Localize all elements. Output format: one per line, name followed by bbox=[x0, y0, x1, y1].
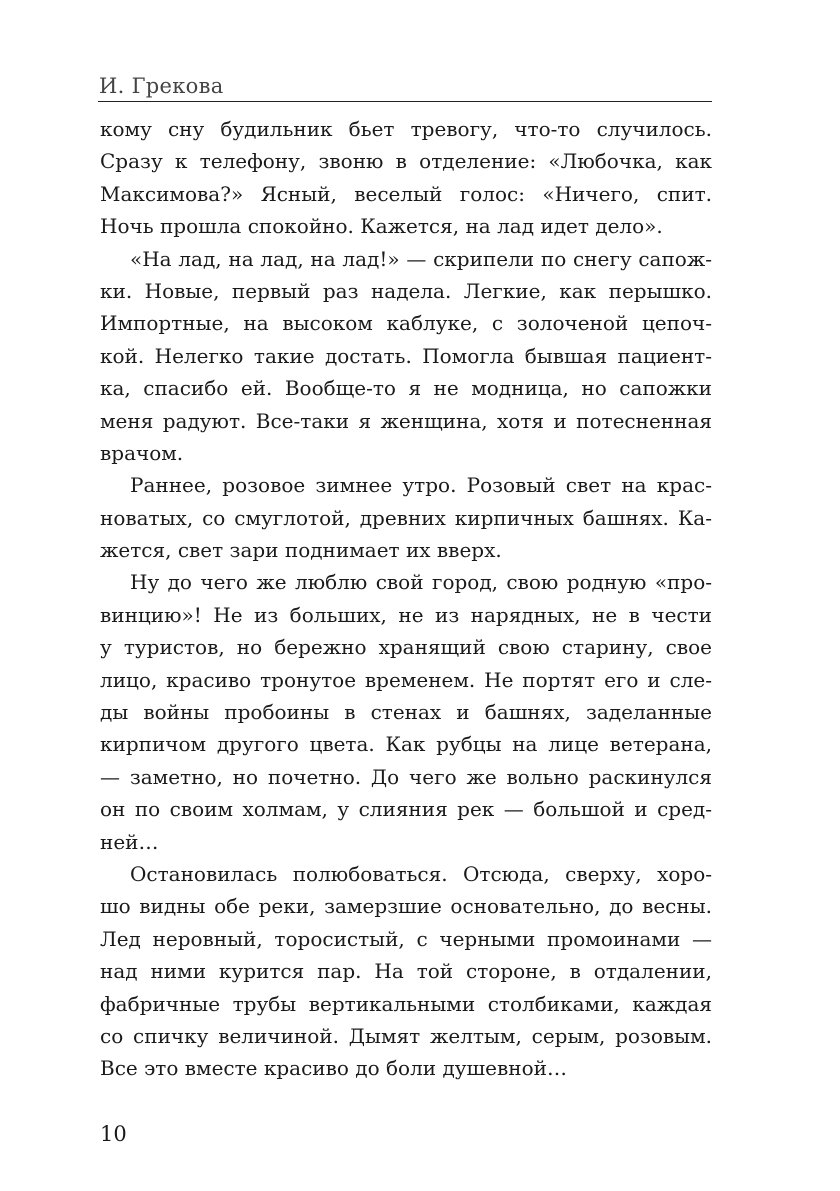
text-line: шо видны обе реки, замерзшие основательно, до весны. bbox=[100, 894, 712, 919]
text-line: жется, свет зари поднимает их вверх. bbox=[100, 538, 502, 563]
text-line: у туристов, но бережно хранящий свою старину, свое bbox=[100, 635, 712, 660]
text-line: Ночь прошла спокойно. Кажется, на лад идет дело». bbox=[100, 214, 663, 239]
text-line: ней… bbox=[100, 829, 159, 854]
text-line: — заметно, но почетно. До чего же вольно раскинулся bbox=[100, 764, 712, 789]
text-line: ды войны пробоины в стенах и башнях, заделанные bbox=[100, 700, 712, 725]
text-line: ки. Новые, первый раз надела. Легкие, как перышко. bbox=[100, 278, 712, 303]
text-line: новатых, со смуглотой, древних кирпичных башнях. Ка- bbox=[100, 505, 712, 530]
text-line: Максимова?» Ясный, веселый голос: «Ничего, спит. bbox=[100, 181, 712, 206]
text-line: Сразу к телефону, звоню в отделение: «Любочка, как bbox=[100, 149, 712, 174]
text-line: кой. Нелегко такие достать. Помогла бывшая пациент- bbox=[100, 343, 712, 368]
text-line: Остановилась полюбоваться. Отсюда, сверху, хоро- bbox=[130, 861, 712, 886]
text-line: «На лад, на лад, на лад!» — скрипели по снегу сапож- bbox=[130, 246, 712, 271]
text-line: Ну до чего же люблю свой город, свою родную «про- bbox=[130, 570, 712, 595]
text-line: кому сну будильник бьет тревогу, что-то случилось. bbox=[100, 117, 712, 141]
running-header-author: И. Грекова bbox=[99, 74, 224, 98]
text-line: Раннее, розовое зимнее утро. Розовый свет на крас- bbox=[130, 473, 712, 498]
text-line: Импортные, на высоком каблуке, с золоченой цепоч- bbox=[100, 311, 712, 336]
text-line: Все это вместе красиво до боли душевной… bbox=[100, 1056, 567, 1081]
text-line: кирпичом другого цвета. Как рубцы на лице ветерана, bbox=[100, 732, 712, 757]
text-line: со спичку величиной. Дымят желтым, серым, розовым. bbox=[100, 1023, 712, 1048]
text-line: ка, спасибо ей. Вообще-то я не модница, но сапожки bbox=[100, 376, 712, 401]
header-rule bbox=[98, 101, 712, 102]
text-line: лицо, красиво тронутое временем. Не портят его и сле- bbox=[100, 667, 712, 692]
text-line: Лед неровный, торосистый, с черными промоинами — bbox=[100, 926, 712, 951]
text-line: он по своим холмам, у слияния рек — большой и сред- bbox=[100, 797, 712, 822]
text-line: врачом. bbox=[100, 440, 184, 465]
text-line: меня радуют. Все-таки я женщина, хотя и потесненная bbox=[100, 408, 712, 433]
text-line: винцию»! Не из больших, не из нарядных, не в чести bbox=[100, 602, 712, 627]
text-line: фабричные трубы вертикальными столбиками, каждая bbox=[100, 991, 712, 1016]
text-line: над ними курится пар. На той стороне, в отдалении, bbox=[100, 959, 712, 984]
body-text bbox=[100, 113, 712, 1085]
page-number: 10 bbox=[100, 1122, 127, 1146]
